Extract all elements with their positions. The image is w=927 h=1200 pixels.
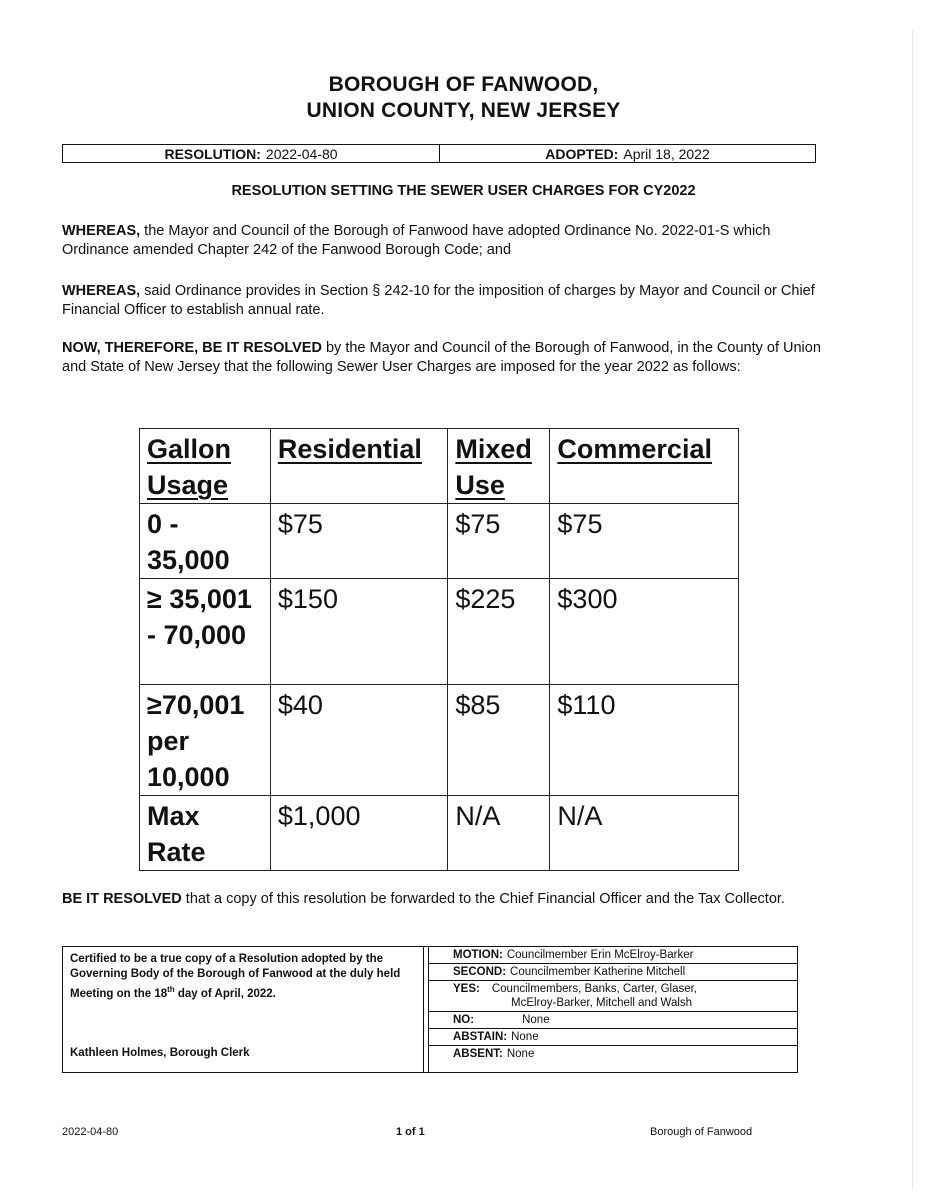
table-header-row (140, 429, 739, 504)
whereas-paragraph-2 (62, 282, 822, 320)
certification-superscript: th (167, 985, 175, 994)
adopted-label: ADOPTED: (545, 145, 619, 162)
page-edge-line (912, 30, 913, 1190)
absent-label: ABSENT: (453, 1048, 503, 1060)
table-row (140, 504, 739, 579)
absent-row (429, 1046, 797, 1062)
table-row (140, 579, 739, 685)
usage-cell: ≥ 35,001 - 70,000 (140, 579, 271, 685)
header-commercial: Commercial (550, 429, 739, 504)
header-line-1: BOROUGH OF FANWOOD, (328, 73, 599, 96)
residential-cell: $40 (270, 685, 447, 796)
borough-clerk-name: Kathleen Holmes, Borough Clerk (70, 1047, 250, 1059)
mixed-cell: N/A (448, 796, 550, 871)
commercial-cell: $110 (550, 685, 739, 796)
adopted-date-cell (440, 145, 815, 162)
certification-text: Certified to be a true copy of a Resolution adopted by the Governing Body of the Borough of Fanwood at the duly held Meeting on the 18 (70, 953, 401, 1000)
resolution-bar (62, 144, 816, 163)
header-residential: Residential (270, 429, 447, 504)
resolved-text: by the Mayor and Council of the Borough of Fanwood, in the County of Union and State of New Jersey that the following Sewer User Charges are imposed for the year 2022 as follows: (62, 340, 821, 375)
commercial-cell: $300 (550, 579, 739, 685)
no-row (429, 1012, 797, 1029)
certification-box (62, 946, 798, 1073)
yes-value-2: McElroy-Barker, Mitchell and Walsh (511, 997, 693, 1009)
usage-cell: Max Rate (140, 796, 271, 871)
second-row (429, 964, 797, 981)
footer-resolution-number: 2022-04-80 (62, 1126, 119, 1138)
motion-label: MOTION: (453, 949, 503, 961)
no-value: None (522, 1014, 550, 1026)
residential-cell: $150 (270, 579, 447, 685)
resolution-number-cell (63, 145, 440, 162)
whereas-paragraph-1 (62, 222, 822, 260)
forward-text: that a copy of this resolution be forwarded to the Chief Financial Officer and the Tax Collector. (181, 891, 785, 907)
motion-row (429, 947, 797, 964)
certification-statement (70, 952, 415, 1002)
header-gallon-usage: Gallon Usage (140, 429, 271, 504)
yes-row (429, 981, 797, 1012)
sewer-rates-table (139, 428, 739, 871)
vote-record (429, 947, 797, 1062)
resolution-number: 2022-04-80 (265, 145, 338, 162)
resolution-title: RESOLUTION SETTING THE SEWER USER CHARGES FOR CY2022 (231, 183, 696, 199)
whereas-lead-1: WHEREAS, (62, 223, 141, 239)
motion-value: Councilmember Erin McElroy-Barker (506, 949, 694, 961)
usage-cell: 0 - 35,000 (140, 504, 271, 579)
mixed-cell: $225 (448, 579, 550, 685)
table-row (140, 685, 739, 796)
mixed-cell: $75 (448, 504, 550, 579)
resolved-paragraph (62, 339, 822, 377)
residential-cell: $75 (270, 504, 447, 579)
table-row (140, 796, 739, 871)
whereas-text-2: said Ordinance provides in Section § 242-10 for the imposition of charges by Mayor and Council or Chief Financial Officer to establish annual rate. (62, 283, 815, 318)
usage-cell: ≥70,001 per 10,000 (140, 685, 271, 796)
mixed-cell: $85 (448, 685, 550, 796)
abstain-label: ABSTAIN: (453, 1031, 508, 1043)
second-label: SECOND: (453, 966, 507, 978)
commercial-cell: $75 (550, 504, 739, 579)
footer-page-number: 1 of 1 (396, 1126, 425, 1138)
divider (423, 947, 424, 1072)
second-value: Councilmember Katherine Mitchell (510, 966, 686, 978)
commercial-cell: N/A (550, 796, 739, 871)
resolution-label: RESOLUTION: (164, 145, 261, 162)
forward-resolution-paragraph (62, 890, 822, 909)
abstain-value: None (511, 1031, 539, 1043)
no-label: NO: (453, 1014, 475, 1026)
forward-lead: BE IT RESOLVED (62, 891, 182, 907)
header-mixed-use: Mixed Use (448, 429, 550, 504)
footer-borough-name: Borough of Fanwood (650, 1126, 753, 1138)
whereas-text-1: the Mayor and Council of the Borough of Fanwood have adopted Ordinance No. 2022-01-S which Ordinance amended Chapter 242 of the Fanwood Borough Code; and (62, 223, 771, 258)
yes-label: YES: (453, 983, 480, 995)
yes-value-1: Councilmembers, Banks, Carter, Glaser, (491, 983, 698, 995)
absent-value: None (506, 1048, 535, 1060)
whereas-lead-2: WHEREAS, (62, 283, 141, 299)
header-line-2: UNION COUNTY, NEW JERSEY (306, 99, 621, 122)
abstain-row (429, 1029, 797, 1046)
certification-text-end: day of April, 2022. (174, 987, 276, 1000)
residential-cell: $1,000 (270, 796, 447, 871)
resolved-lead: NOW, THEREFORE, BE IT RESOLVED (62, 340, 322, 356)
adopted-date: April 18, 2022 (623, 145, 710, 162)
